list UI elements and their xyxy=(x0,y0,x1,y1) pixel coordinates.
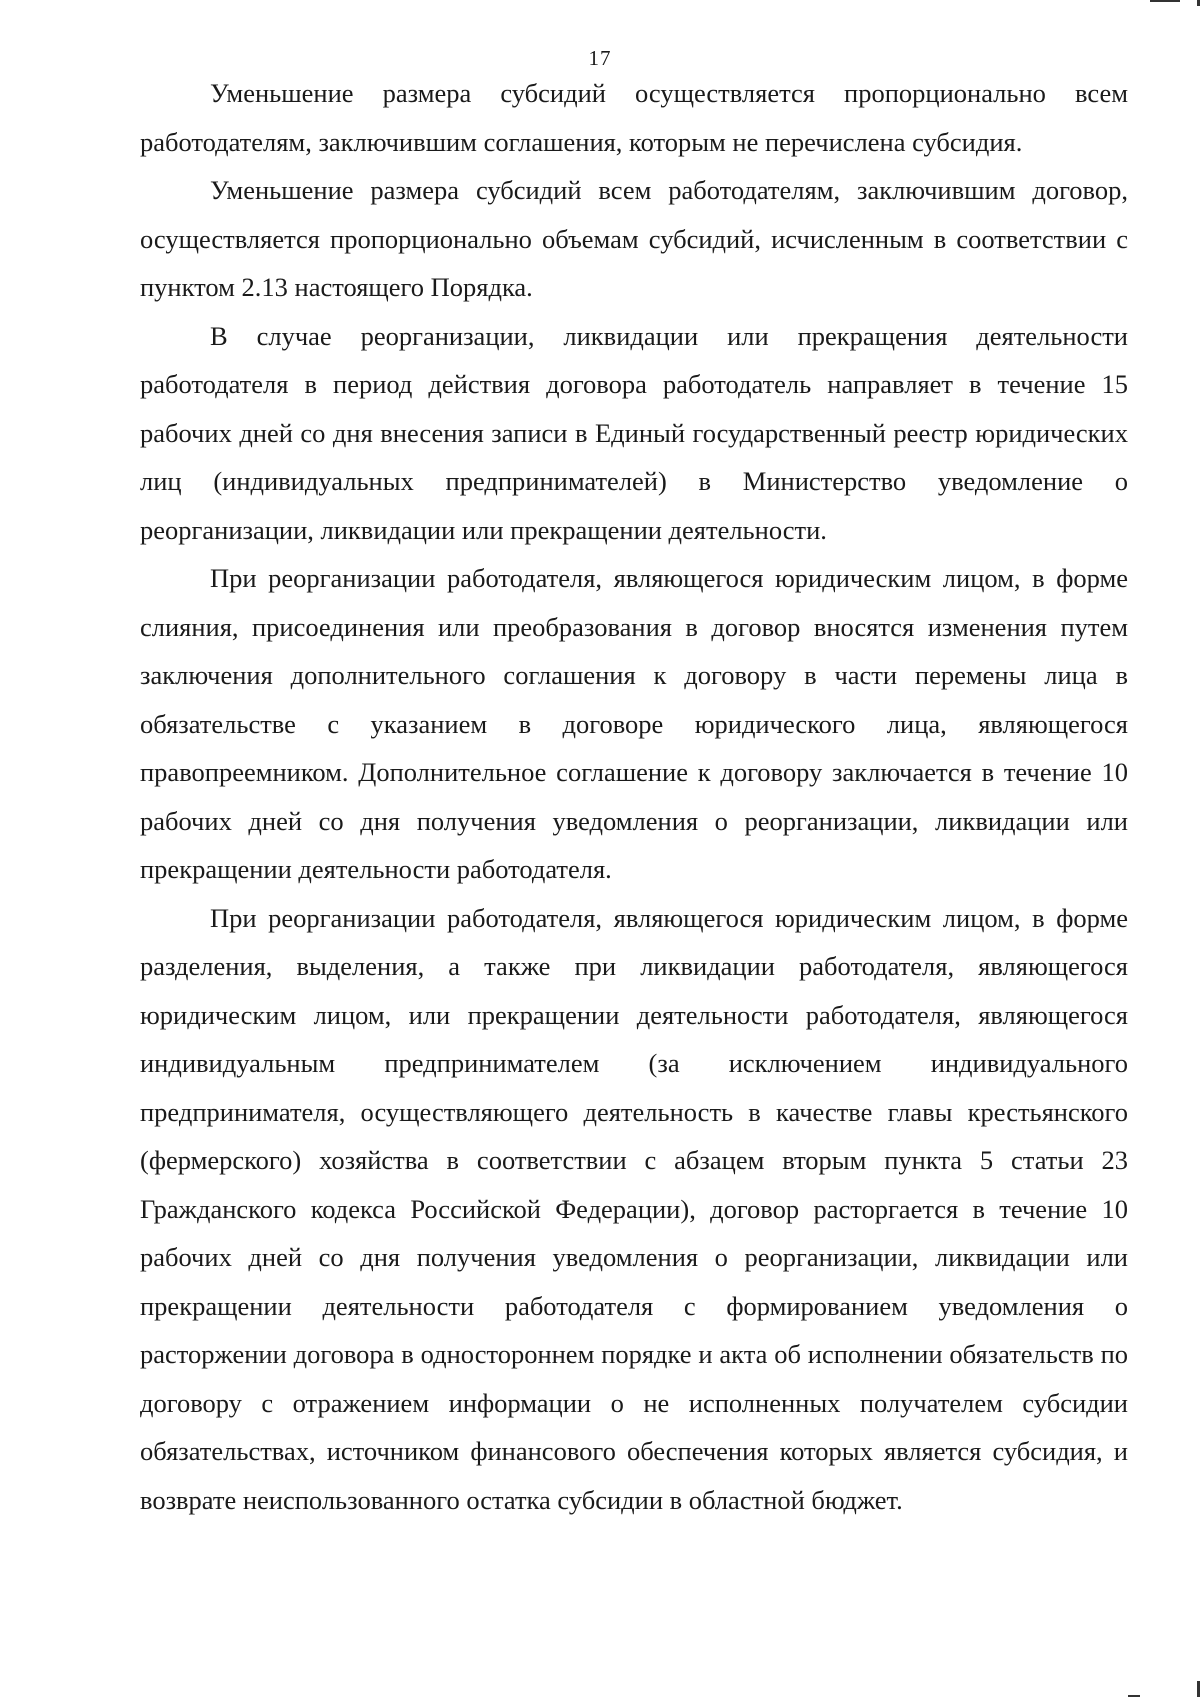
scan-edge-mark xyxy=(1150,0,1180,2)
paragraph-reorganization-notice: В случае реорганизации, ликвидации или прекращения деятельности работодателя в период действия договора работодатель направляет в течение 15 рабочих дней со дня внесения записи в Единый государственный реестр юридических лиц (индивидуальных предпринимателей) в Министерство уведомление о реорганизации, ликвидации или прекращении деятельности. xyxy=(140,320,1128,545)
paragraph-merger-amendment: При реорганизации работодателя, являющегося юридическим лицом, в форме слияния, присоединения или преобразования в договор вносятся изменения путем заключения дополнительного соглашения к договору в части перемены лица в обязательстве с указанием в договоре юридического лица, являющегося правопреемником. Дополнительное соглашение к договору заключается в течение 10 рабочих дней со дня получения уведомления о реорганизации, ликвидации или прекращении деятельности работодателя. xyxy=(140,563,1128,884)
paragraph-subsidy-reduction-contracts: Уменьшение размера субсидий всем работодателям, заключившим договор, осуществляется пропорционально объемам субсидий, исчисленным в соответствии с пунктом 2.13 настоящего Порядка. xyxy=(140,175,1128,302)
paragraph-contract-termination: При реорганизации работодателя, являющегося юридическим лицом, в форме разделения, выделения, а также при ликвидации работодателя, являющегося юридическим лицом, или прекращении деятельности работодателя, являющегося индивидуальным предпринимателем (за исключением индивидуального предпринимателя, осуществляющего деятельность в качестве главы крестьянского (фермерского) хозяйства в соответствии с абзацем вторым пункта 5 статьи 23 Гражданского кодекса Российской Федерации), договор расторгается в течение 10 рабочих дней со дня получения уведомления о реорганизации, ликвидации или прекращении деятельности работодателя с формированием уведомления о расторжении договора в одностороннем порядке и акта об исполнении обязательств по договору с отражением информации о не исполненных получателем субсидии обязательствах, источником финансового обеспечения которых является субсидия, и возврате неиспользованного остатка субсидии в областной бюджет. xyxy=(140,902,1128,1515)
page-number: 17 xyxy=(588,46,612,70)
document-body xyxy=(140,69,1128,1524)
paragraph-subsidy-reduction-agreements: Уменьшение размера субсидий осуществляется пропорционально всем работодателям, заключившим соглашения, которым не перечислена субсидия. xyxy=(140,78,1128,157)
